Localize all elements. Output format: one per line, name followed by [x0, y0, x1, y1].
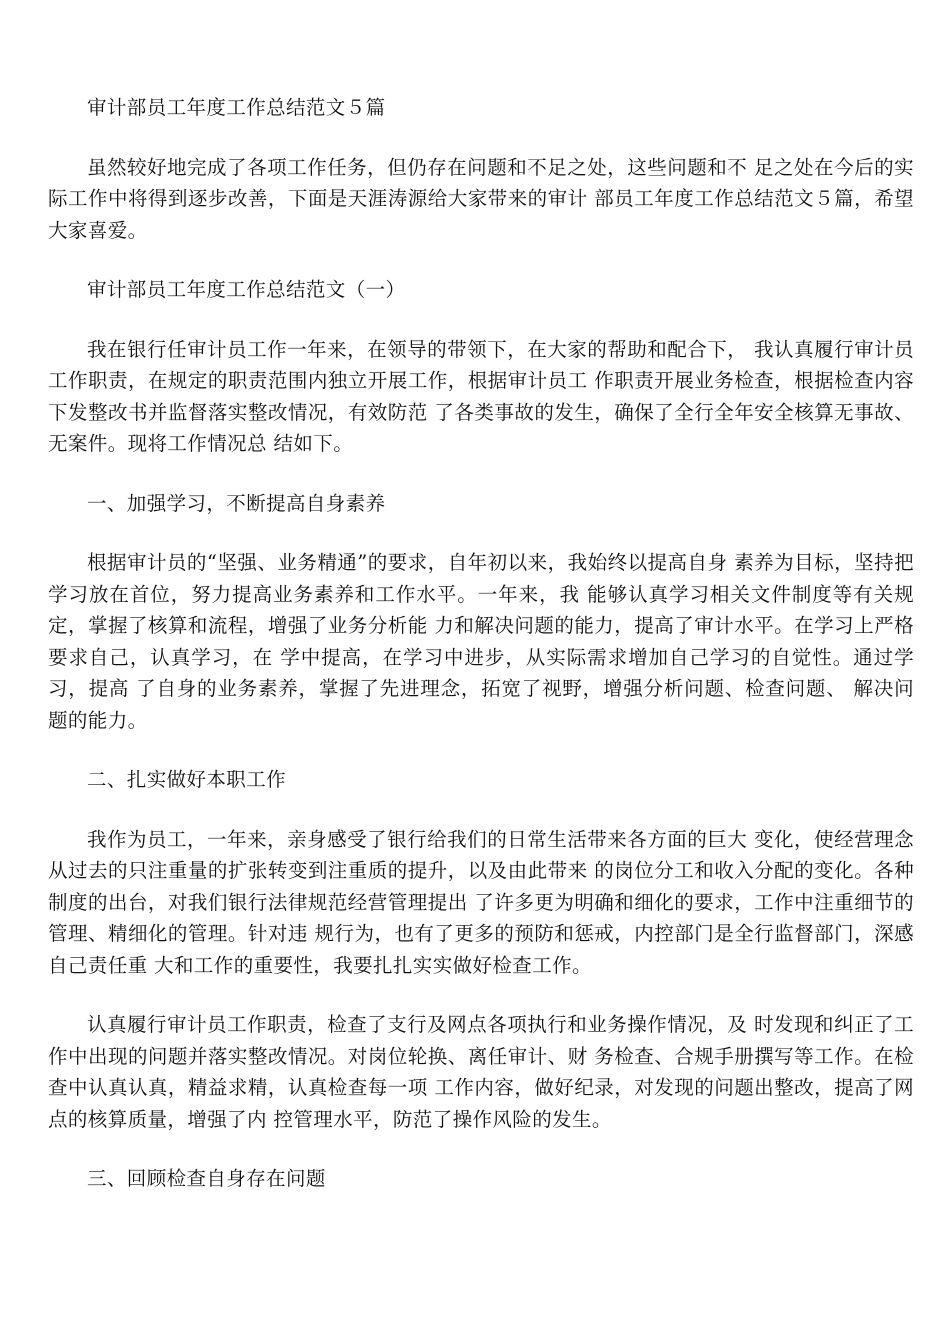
section-1-heading: 一、加强学习，不断提高自身素养: [87, 491, 386, 515]
section-2-paragraph-2: 认真履行审计员工作职责，检查了支行及网点各项执行和业务操作情况，及 时发现和纠正了工作中出现的问题并落实整改情况。对岗位轮换、离任审计、财 务检查、合规手册撰写等工作。在检查中认真认真，精益求精，认真检查每一项 工作内容，做好纪录，对发现的问题出整改，提高了网点的核算质量，增强了内 控管理水平，防范了操作风险的发生。: [48, 1013, 914, 1131]
document-body: [48, 92, 914, 1195]
opening-paragraph: 我在银行任审计员工作一年来，在领导的带领下，在大家的帮助和配合下， 我认真履行审计员工作职责，在规定的职责范围内独立开展工作，根据审计员工 作职责开展业务检查，根据检查内容下发整改书并监督落实整改情况，有效防范 了各类事故的发生，确保了全行全年安全核算无事故、无案件。现将工作情况总 结如下。: [48, 337, 914, 455]
section-3-heading: 三、回顾检查自身存在问题: [87, 1167, 326, 1190]
section-2-heading: 二、扎实做好本职工作: [87, 768, 287, 791]
intro-paragraph: 虽然较好地完成了各项工作任务，但仍存在问题和不足之处，这些问题和不 足之处在今后的实际工作中将得到逐步改善，下面是天涯涛源给大家带来的审计 部员工年度工作总结范文５篇，希望大家喜爱。: [48, 155, 914, 242]
article-subtitle: 审计部员工年度工作总结范文（一）: [87, 278, 406, 301]
section-1-paragraph: 根据审计员的“坚强、业务精通”的要求，自年初以来，我始终以提高自身 素养为目标，坚持把学习放在首位，努力提高业务素养和工作水平。一年来，我 能够认真学习相关文件制度等有关规定，掌握了核算和流程，增强了业务分析能 力和解决问题的能力，提高了审计水平。在学习上严格要求自己，认真学习，在 学中提高，在学习中进步，从实际需求增加自己学习的自觉性。通过学习，提高 了自身的业务素养，掌握了先进理念，拓宽了视野，增强分析问题、检查问题、 解决问题的能力。: [48, 551, 914, 732]
section-2-paragraph-1: 我作为员工，一年来，亲身感受了银行给我们的日常生活带来各方面的巨大 变化，使经营理念从过去的只注重量的扩张转变到注重质的提升，以及由此带来 的岗位分工和收入分配的变化。各种制度的出台，对我们银行法律规范经营管理提出 了许多更为明确和细化的要求，工作中注重细节的管理、精细化的管理。针对违 规行为，也有了更多的预防和惩戒，内控部门是全行监督部门，深感自己责任重 大和工作的重要性，我要扎扎实实做好检查工作。: [48, 827, 914, 977]
document-title: 审计部员工年度工作总结范文５篇: [87, 96, 386, 119]
